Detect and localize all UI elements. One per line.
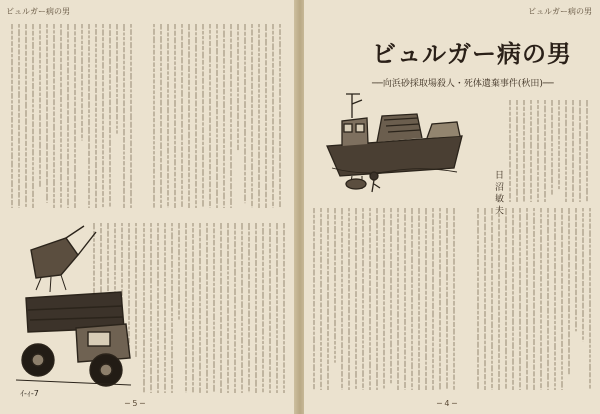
right-page-side-text	[506, 96, 596, 206]
dump-truck-illustration	[6, 220, 136, 400]
author-name: 日 沼 敏 夫	[493, 170, 503, 215]
running-head-left: ビュルガー病の男	[6, 7, 70, 16]
left-page	[0, 0, 296, 414]
svg-text:ｲ-ｨ-7: ｲ-ｨ-7	[20, 389, 39, 398]
boat-illustration	[322, 76, 472, 196]
page-number-right: ─ 4 ─	[437, 399, 457, 408]
article-title: ビュルガー病の男	[372, 40, 572, 68]
page-number-left: ─ 5 ─	[125, 399, 145, 408]
article-subtitle: ──向浜砂採取場殺人・死体遺棄事件(秋田)──	[372, 79, 554, 89]
running-head-right: ビュルガー病の男	[528, 7, 592, 16]
right-page-body-text	[308, 200, 600, 400]
